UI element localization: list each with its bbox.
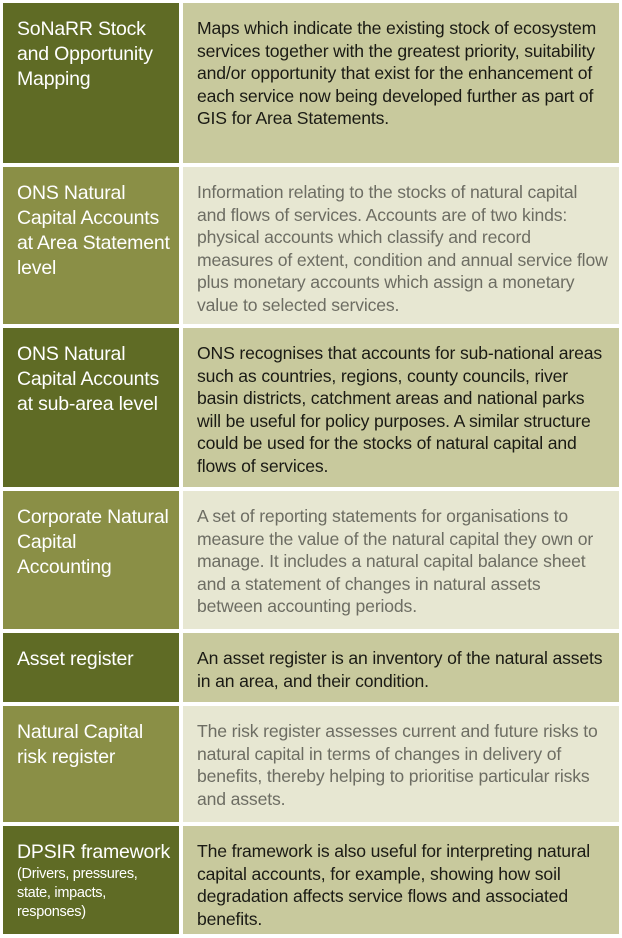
row-label	[3, 826, 179, 934]
row-label: ONS Natural Capital Accounts at Area Statement level	[3, 167, 179, 324]
row-label: Asset register	[3, 633, 179, 702]
natural-capital-tools-table	[3, 3, 619, 938]
table-row	[3, 3, 619, 163]
row-description: An asset register is an inventory of the natural assets in an area, and their condition.	[183, 633, 619, 702]
table-row	[3, 633, 619, 702]
row-description: A set of reporting statements for organisations to measure the value of the natural capital they own or manage. It includes a natural capital balance sheet and a statement of changes in natural assets between accounting periods.	[183, 491, 619, 629]
table-row	[3, 706, 619, 822]
table-row	[3, 328, 619, 487]
table-row	[3, 826, 619, 934]
row-description: The framework is also useful for interpreting natural capital accounts, for example, showing how soil degradation affects service flows and associated benefits.	[183, 826, 619, 934]
row-description: Information relating to the stocks of natural capital and flows of services. Accounts are of two kinds: physical accounts which classify and record measures of extent, condition and annual service flow plus monetary accounts which assign a monetary value to selected services.	[183, 167, 619, 324]
row-label-subtitle: (Drivers, pressures, state, impacts, responses)	[17, 866, 138, 920]
row-label-title: DPSIR framework	[17, 841, 171, 863]
table-row	[3, 491, 619, 629]
row-label: Natural Capital risk register	[3, 706, 179, 822]
row-description: The risk register assesses current and future risks to natural capital in terms of changes in delivery of benefits, thereby helping to prioritise particular risks and assets.	[183, 706, 619, 822]
table-row	[3, 167, 619, 324]
row-label: SoNaRR Stock and Opportunity Mapping	[3, 3, 179, 163]
row-description: ONS recognises that accounts for sub-national areas such as countries, regions, county councils, river basin districts, catchment areas and national parks will be useful for policy purposes. A similar structure could be used for the stocks of natural capital and flows of services.	[183, 328, 619, 487]
row-description: Maps which indicate the existing stock of ecosystem services together with the greatest priority, suitability and/or opportunity that exist for the enhancement of each service now being developed further as part of GIS for Area Statements.	[183, 3, 619, 163]
row-label: ONS Natural Capital Accounts at sub-area level	[3, 328, 179, 487]
row-label: Corporate Natural Capital Accounting	[3, 491, 179, 629]
